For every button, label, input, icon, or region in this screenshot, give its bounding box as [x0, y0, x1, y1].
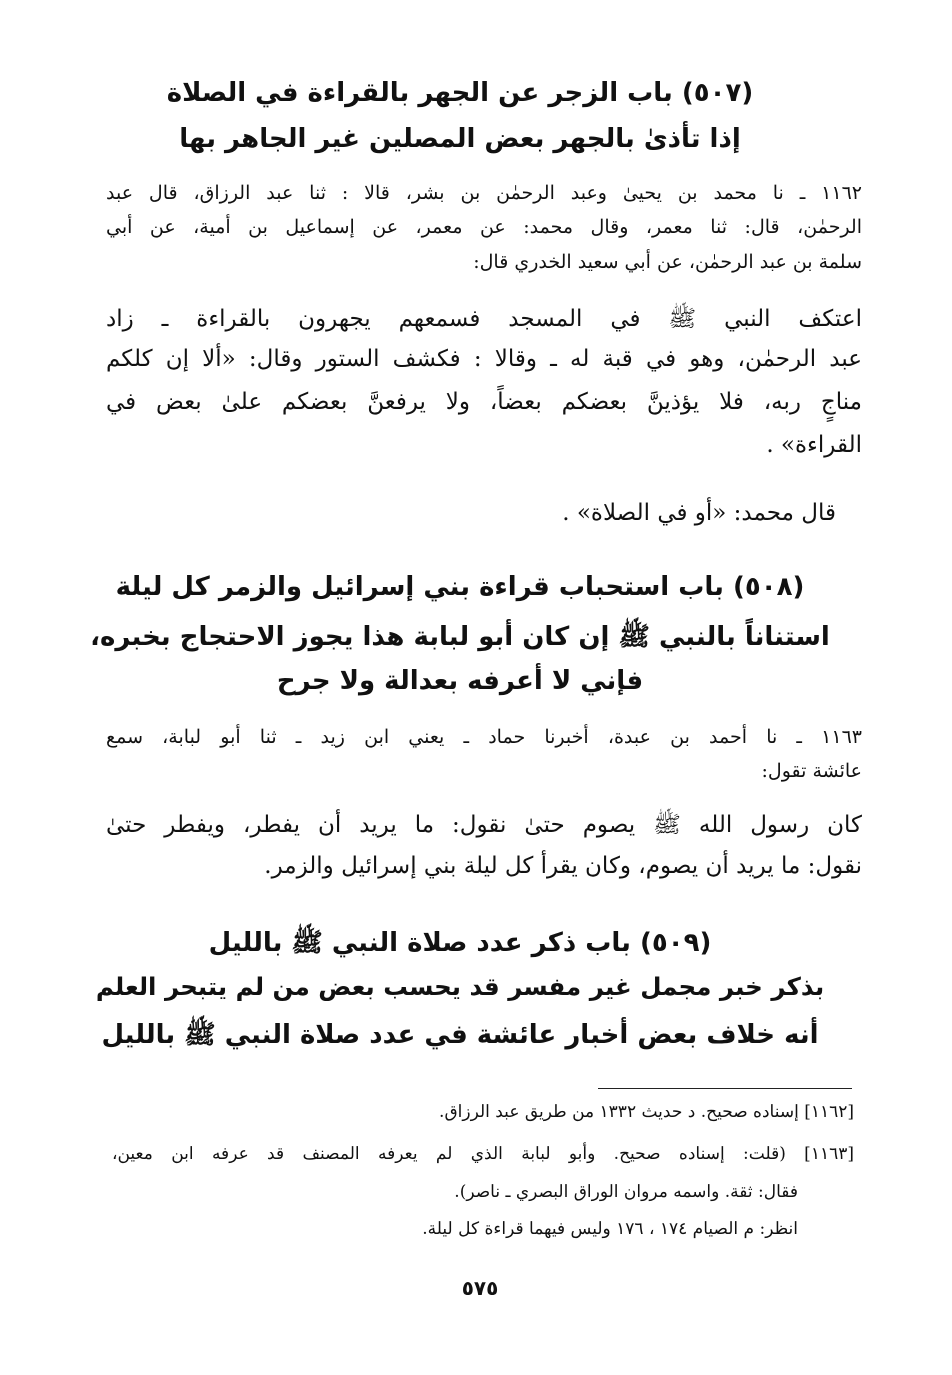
hadith-1163-isnad-line1: ١١٦٣ ـ نا أحمد بن عبدة، أخبرنا حماد ـ يعني ابن زيد ـ ثنا أبو لبابة، سمع: [106, 726, 862, 748]
chapter-509-title-line2: بذكر خبر مجمل غير مفسر قد يحسب بعض من لم يتبحر العلم: [95, 972, 825, 1001]
hadith-1162-matn-line2: عبد الرحمٰن، وهو في قبة له ـ وقالا : فكشف الستور وقال: «ألا إن كلكم: [106, 346, 862, 372]
hadith-1163-isnad-line2: عائشة تقول:: [761, 760, 862, 782]
hadith-1162-matn-line1: اعتكف النبي ﷺ في المسجد فسمعهم يجهرون بالقراءة ـ زاد: [106, 306, 862, 332]
hadith-1162-isnad-line3: سلمة بن عبد الرحمٰن، عن أبي سعيد الخدري قال:: [473, 251, 862, 273]
chapter-508-title-line2: استناناً بالنبي ﷺ إن كان أبو لبابة هذا يجوز الاحتجاج بخبره،: [90, 622, 830, 652]
chapter-507-title-line1: (٥٠٧) باب الزجر عن الجهر بالقراءة في الصلاة: [166, 78, 754, 108]
hadith-1163-matn-line2: نقول: ما يريد أن يصوم، وكان يقرأ كل ليلة بني إسرائيل والزمر.: [264, 853, 862, 879]
footnote-1163-line1: [١١٦٣] (قلت: إسناده صحيح. وأبو لبابة الذي لم يعرفه المصنف قد عرفه ابن معين،: [112, 1144, 854, 1164]
chapter-508-title-line3: فإني لا أعرفه بعدالة ولا جرح: [276, 666, 644, 696]
footnote-separator: [598, 1088, 852, 1089]
hadith-1162-isnad-line1: ١١٦٢ ـ نا محمد بن يحيىٰ وعبد الرحمٰن بن بشر، قالا : ثنا عبد الرزاق، قال عبد: [106, 182, 862, 204]
chapter-507-title-line2: إذا تأذىٰ بالجهر بعض المصلين غير الجاهر بها: [179, 124, 741, 154]
hadith-1162-note: قال محمد: «أو في الصلاة» .: [562, 500, 836, 526]
footnote-1163-line3: انظر: م الصيام ١٧٤ ، ١٧٦ وليس فيهما قراءة كل ليلة.: [422, 1219, 798, 1239]
hadith-1162-matn-line3: مناجٍ ربه، فلا يؤذينَّ بعضكم بعضاً، ولا يرفعنَّ بعضكم علىٰ بعض في: [106, 389, 862, 415]
hadith-1163-matn-line1: كان رسول الله ﷺ يصوم حتىٰ نقول: ما يريد أن يفطر، ويفطر حتىٰ: [106, 812, 862, 838]
chapter-508-title-line1: (٥٠٨) باب استحباب قراءة بني إسرائيل والزمر كل ليلة: [115, 572, 805, 602]
chapter-509-title-line1: (٥٠٩) باب ذكر عدد صلاة النبي ﷺ بالليل: [208, 928, 712, 958]
footnote-1162: [١١٦٢] إسناده صحيح. د حديث ١٣٣٢ من طريق عبد الرزاق.: [439, 1102, 854, 1122]
hadith-1162-isnad-line2: الرحمٰن، قال: ثنا معمر، وقال محمد: عن معمر، عن إسماعيل بن أمية، عن أبي: [106, 216, 862, 238]
footnote-1163-line2: فقال: ثقة. واسمه مروان الوراق البصري ـ ناصر).: [454, 1182, 798, 1202]
page-number: ٥٧٥: [461, 1276, 499, 1300]
hadith-1162-matn-line4: القراءة» .: [766, 432, 862, 458]
chapter-509-title-line3: أنه خلاف بعض أخبار عائشة في عدد صلاة النبي ﷺ بالليل: [101, 1020, 819, 1050]
